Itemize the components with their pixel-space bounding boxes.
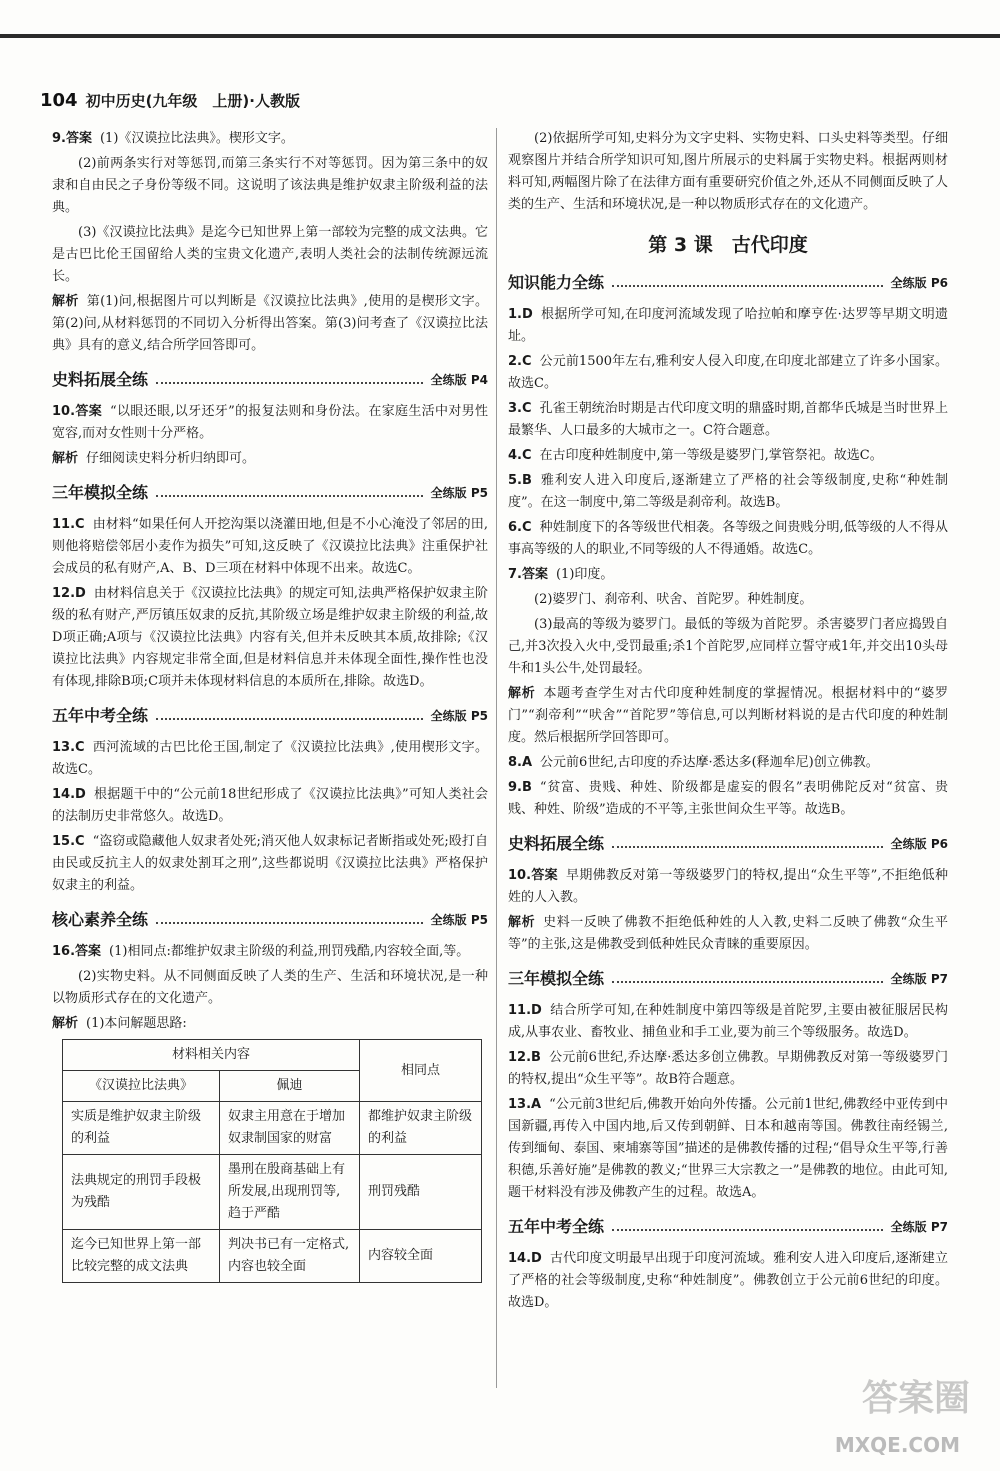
answer-item bbox=[52, 128, 488, 150]
item-number: 解析 bbox=[52, 294, 79, 309]
item-text: “公元前3世纪后,佛教开始向外传播。公元前1世纪,佛教经中亚传到中国新疆,再传入中国内地,后又传到朝鲜、日本和越南等国。佛教往南经锡兰,传到缅甸、泰国、柬埔寨等国”描述的是佛教传播的过程;“倡导众生平等,行善积德,乐善好施”是佛教的教义;“世界三大宗教之一”是佛教的地位。由此可知,题干材料没有涉及佛教产生的过程。故选A。 bbox=[508, 1097, 948, 1200]
answer-item bbox=[508, 1248, 948, 1314]
left-column bbox=[52, 128, 488, 1283]
section-ref: 全练版 P4 bbox=[430, 373, 488, 387]
item-text: 根据题干中的“公元前18世纪形成了《汉谟拉比法典》”可知人类社会的法制历史非常悠久。故选D。 bbox=[52, 787, 488, 824]
answer-item bbox=[508, 1094, 948, 1204]
answer-item bbox=[508, 398, 948, 442]
table-row bbox=[63, 1102, 482, 1155]
table-cell: 判决书已有一定格式,内容也较全面 bbox=[220, 1230, 360, 1283]
section-leader bbox=[156, 382, 423, 384]
item-text: “以眼还眼,以牙还牙”的报复法则和身份法。在家庭生活中对男性宽容,而对女性则十分严格。 bbox=[52, 404, 488, 441]
lesson-title: 第 3 课 古代印度 bbox=[648, 234, 808, 256]
item-number: 6.C bbox=[508, 520, 532, 535]
table-header-row bbox=[63, 1040, 482, 1071]
table-cell: 刑罚残酷 bbox=[360, 1155, 482, 1230]
table-cell: 奴隶主用意在于增加奴隶制国家的财富 bbox=[220, 1102, 360, 1155]
answer-item bbox=[52, 401, 488, 445]
answer-item bbox=[508, 445, 948, 467]
section-heading bbox=[52, 903, 488, 937]
section-leader bbox=[612, 285, 883, 287]
answer-item bbox=[508, 564, 948, 586]
table-cell: 法典规定的刑罚手段极为残酷 bbox=[63, 1155, 220, 1230]
top-rule bbox=[0, 34, 1000, 38]
item-number: 7.答案 bbox=[508, 567, 548, 582]
section-title: 史料拓展全练 bbox=[508, 834, 605, 853]
section-ref: 全练版 P6 bbox=[890, 837, 948, 851]
answer-item bbox=[508, 777, 948, 821]
item-text: 早期佛教反对第一等级婆罗门的特权,提出“众生平等”,不拒绝低种姓的人入教。 bbox=[508, 868, 949, 905]
answer-paragraph: (2)依据所学可知,史料分为文字史料、实物史料、口头史料等类型。仔细观察图片并结合所学知识可知,图片所展示的史料属于实物史料。根据两则材料可知,两幅图片除了在法律方面有重要研究价值之外,还从不同侧面反映了人类的生产、生活和环境状况,是一种以物质形式存在的文化遗产。 bbox=[508, 131, 948, 212]
item-text: 由材料“如果任何人开挖沟渠以浇灌田地,但是不小心淹没了邻居的田,则他将赔偿邻居小麦作为损失”可知,这反映了《汉谟拉比法典》注重保护社会成员的私有财产,A、B、D三项在材料中体现不出来。故选C。 bbox=[52, 517, 488, 576]
section-ref: 全练版 P7 bbox=[890, 1220, 948, 1234]
answer-item bbox=[508, 351, 948, 395]
section-title: 史料拓展全练 bbox=[52, 370, 149, 389]
item-text: “贫富、贵贱、种姓、阶级都是虚妄的假名”表明佛陀反对“贫富、贵贱、种姓、阶级”造成的不平等,主张世间众生平等。故选B。 bbox=[508, 780, 948, 817]
item-text: 公元前6世纪,乔达摩·悉达多创立佛教。早期佛教反对第一等级婆罗门的特权,提出“众生平等”。故B符合题意。 bbox=[508, 1050, 948, 1087]
answer-paragraph: (2)实物史料。从不同侧面反映了人类的生产、生活和环境状况,是一种以物质形式存在的文化遗产。 bbox=[52, 969, 488, 1006]
item-number: 解析 bbox=[508, 686, 536, 701]
table-cell: 墨刑在殷商基础上有所发展,出现刑罚等,趋于严酷 bbox=[220, 1155, 360, 1230]
section-title: 三年模拟全练 bbox=[52, 483, 149, 502]
section-leader bbox=[612, 846, 883, 848]
item-number: 12.B bbox=[508, 1050, 541, 1065]
section-title: 三年模拟全练 bbox=[508, 969, 605, 988]
section-leader bbox=[156, 922, 423, 924]
table-head-code: 《汉谟拉比法典》 bbox=[63, 1071, 220, 1102]
section-ref: 全练版 P6 bbox=[890, 276, 948, 290]
item-number: 12.D bbox=[52, 586, 86, 601]
item-text: 公元前6世纪,古印度的乔达摩·悉达多(释迦牟尼)创立佛教。 bbox=[540, 755, 879, 770]
answer-item bbox=[52, 291, 488, 357]
section-heading bbox=[52, 699, 488, 733]
item-number: 13.C bbox=[52, 740, 85, 755]
table-cell: 内容较全面 bbox=[360, 1230, 482, 1283]
item-number: 14.D bbox=[508, 1251, 542, 1266]
answer-item bbox=[508, 683, 948, 749]
comparison-table bbox=[62, 1039, 482, 1283]
answer-item bbox=[508, 1047, 948, 1091]
section-heading bbox=[508, 266, 948, 300]
item-text: 孔雀王朝统治时期是古代印度文明的鼎盛时期,首都华氏城是当时世界上最繁华、人口最多的大城市之一。C符合题意。 bbox=[508, 401, 948, 438]
table-cell: 迄今已知世界上第一部比较完整的成文法典 bbox=[63, 1230, 220, 1283]
item-number: 11.D bbox=[508, 1003, 542, 1018]
item-text: 由材料信息关于《汉谟拉比法典》的规定可知,法典严格保护奴隶主阶级的私有财产,严厉镇压奴隶的反抗,其阶级立场是维护奴隶主阶级的利益,故D项正确;A项与《汉谟拉比法典》内容有关,但并未反映其本质,故排除;《汉谟拉比法典》内容规定非常全面,但是材料信息并未体现全面性,操作性也没有体现,排除B项;C项并未体现材料信息的本质所在,排除。故选D。 bbox=[52, 586, 488, 689]
item-number: 解析 bbox=[52, 1016, 79, 1031]
item-text: “盗窃或隐藏他人奴隶者处死;消灭他人奴隶标记者断指或处死;殴打自由民或反抗主人的奴隶处割耳之刑”,这些都说明《汉谟拉比法典》严格保护奴隶主的利益。 bbox=[52, 834, 488, 893]
table-row bbox=[63, 1155, 482, 1230]
item-text: 公元前1500年左右,雅利安人侵入印度,在印度北部建立了许多小国家。故选C。 bbox=[508, 354, 948, 391]
item-number: 8.A bbox=[508, 755, 533, 770]
item-text: (1)《汉谟拉比法典》。楔形文字。 bbox=[99, 131, 294, 146]
watermark-logo: 答案圈 bbox=[861, 1378, 970, 1419]
item-text: 史料一反映了佛教不拒绝低种姓的人入教,史料二反映了佛教“众生平等”的主张,这是佛教受到低种姓民众青睐的重要原因。 bbox=[508, 915, 948, 952]
answer-item bbox=[52, 941, 488, 963]
section-leader bbox=[156, 495, 423, 497]
item-number: 13.A bbox=[508, 1097, 542, 1112]
answer-item bbox=[52, 448, 488, 470]
answer-item bbox=[508, 865, 948, 909]
item-number: 1.D bbox=[508, 307, 533, 322]
item-text: 仔细阅读史料分析归纳即可。 bbox=[86, 451, 256, 466]
item-number: 11.C bbox=[52, 517, 85, 532]
section-title: 知识能力全练 bbox=[508, 273, 605, 292]
answer-item bbox=[52, 831, 488, 897]
section-leader bbox=[156, 718, 423, 720]
section-ref: 全练版 P7 bbox=[890, 972, 948, 986]
page-number: 104 bbox=[40, 90, 78, 111]
answer-item bbox=[52, 737, 488, 781]
item-text: 根据所学可知,在印度河流域发现了哈拉帕和摩亨佐·达罗等早期文明遗址。 bbox=[508, 307, 948, 344]
item-number: 4.C bbox=[508, 448, 532, 463]
section-ref: 全练版 P5 bbox=[430, 486, 488, 500]
answer-item bbox=[508, 752, 948, 774]
item-text: (1)相同点:都维护奴隶主阶级的利益,刑罚残酷,内容较全面,等。 bbox=[109, 944, 470, 959]
answer-item bbox=[52, 514, 488, 580]
answer-item bbox=[52, 784, 488, 828]
answer-paragraph: (2)婆罗门、刹帝利、吠舍、首陀罗。种姓制度。 bbox=[534, 592, 813, 607]
item-text: 种姓制度下的各等级世代相袭。各等级之间贵贱分明,低等级的人不得从事高等级的人的职业,不同等级的人不得通婚。故选C。 bbox=[508, 520, 948, 557]
section-heading bbox=[52, 363, 488, 397]
page-header bbox=[40, 86, 300, 116]
item-number: 解析 bbox=[52, 451, 79, 466]
answer-item bbox=[52, 583, 488, 693]
answer-item bbox=[508, 304, 948, 348]
item-number: 2.C bbox=[508, 354, 532, 369]
section-title: 五年中考全练 bbox=[52, 706, 149, 725]
item-number: 解析 bbox=[508, 915, 536, 930]
table-head-same: 相同点 bbox=[360, 1040, 482, 1102]
item-number: 14.D bbox=[52, 787, 86, 802]
item-number: 3.C bbox=[508, 401, 532, 416]
section-heading bbox=[52, 476, 488, 510]
item-number: 9.答案 bbox=[52, 131, 92, 146]
item-number: 5.B bbox=[508, 473, 532, 488]
item-text: 结合所学可知,在种姓制度中第四等级是首陀罗,主要由被征服居民构成,从事农业、畜牧业、捕鱼业和手工业,要为前三个等级服务。故选D。 bbox=[508, 1003, 948, 1040]
answer-item bbox=[52, 1013, 488, 1035]
item-text: 第(1)问,根据图片可以判断是《汉谟拉比法典》,使用的是楔形文字。第(2)问,从材料惩罚的不同切入分析得出答案。第(3)问考查了《汉谟拉比法典》具有的意义,结合所学回答即可。 bbox=[52, 294, 488, 353]
section-heading bbox=[508, 962, 948, 996]
item-text: (1)印度。 bbox=[555, 567, 614, 582]
item-number: 16.答案 bbox=[52, 944, 102, 959]
answer-item bbox=[508, 912, 948, 956]
table-head-other: 佩迪 bbox=[220, 1071, 360, 1102]
section-ref: 全练版 P5 bbox=[430, 709, 488, 723]
section-title: 核心素养全练 bbox=[52, 910, 149, 929]
answer-paragraph: (2)前两条实行对等惩罚,而第三条实行不对等惩罚。因为第三条中的奴隶和自由民之子身份等级不同。这说明了该法典是维护奴隶主阶级利益的法典。 bbox=[52, 156, 488, 215]
watermark-url: MXQE.COM bbox=[834, 1433, 960, 1457]
answer-item bbox=[508, 470, 948, 514]
item-text: 雅利安人进入印度后,逐渐建立了严格的社会等级制度,史称“种姓制度”。在这一制度中,第二等级是刹帝利。故选B。 bbox=[508, 473, 948, 510]
section-leader bbox=[612, 981, 883, 983]
right-column bbox=[508, 128, 948, 1317]
item-text: (1)本问解题思路: bbox=[86, 1016, 187, 1031]
answer-item bbox=[508, 517, 948, 561]
table-head-material: 材料相关内容 bbox=[63, 1040, 360, 1071]
item-text: 古代印度文明最早出现于印度河流域。雅利安人进入印度后,逐渐建立了严格的社会等级制度,史称“种姓制度”。佛教创立于公元前6世纪的印度。故选D。 bbox=[508, 1251, 948, 1310]
item-number: 10.答案 bbox=[52, 404, 103, 419]
item-number: 10.答案 bbox=[508, 868, 559, 883]
item-text: 在古印度种姓制度中,第一等级是婆罗门,掌管祭祀。故选C。 bbox=[539, 448, 883, 463]
table-row bbox=[63, 1230, 482, 1283]
table-cell: 都维护奴隶主阶级的利益 bbox=[360, 1102, 482, 1155]
item-text: 本题考查学生对古代印度种姓制度的掌握情况。根据材料中的“婆罗门”“刹帝利”“吠舍”“首陀罗”等信息,可以判断材料说的是古代印度的种姓制度。然后根据所学回答即可。 bbox=[508, 686, 948, 745]
answer-paragraph: (3)《汉谟拉比法典》是迄今已知世界上第一部较为完整的成文法典。它是古巴比伦王国留给人类的宝贵文化遗产,表明人类社会的法制传统源远流长。 bbox=[52, 225, 488, 284]
column-divider bbox=[496, 128, 497, 1388]
item-number: 9.B bbox=[508, 780, 532, 795]
answer-item bbox=[508, 1000, 948, 1044]
section-heading bbox=[508, 1210, 948, 1244]
section-leader bbox=[612, 1229, 883, 1231]
book-title: 初中历史(九年级 上册)·人教版 bbox=[85, 92, 300, 110]
answer-paragraph: (3)最高的等级为婆罗门。最低的等级为首陀罗。杀害婆罗门者应捣毁自己,并3次投入火中,受罚最重;杀1个首陀罗,应同样立誓守戒1年,并交出10头母牛和1头公牛,处罚最轻。 bbox=[508, 617, 948, 676]
section-heading bbox=[508, 827, 948, 861]
table-cell: 实质是维护奴隶主阶级的利益 bbox=[63, 1102, 220, 1155]
item-text: 西河流域的古巴比伦王国,制定了《汉谟拉比法典》,使用楔形文字。故选C。 bbox=[52, 740, 488, 777]
section-title: 五年中考全练 bbox=[508, 1217, 605, 1236]
section-ref: 全练版 P5 bbox=[430, 913, 488, 927]
item-number: 15.C bbox=[52, 834, 85, 849]
